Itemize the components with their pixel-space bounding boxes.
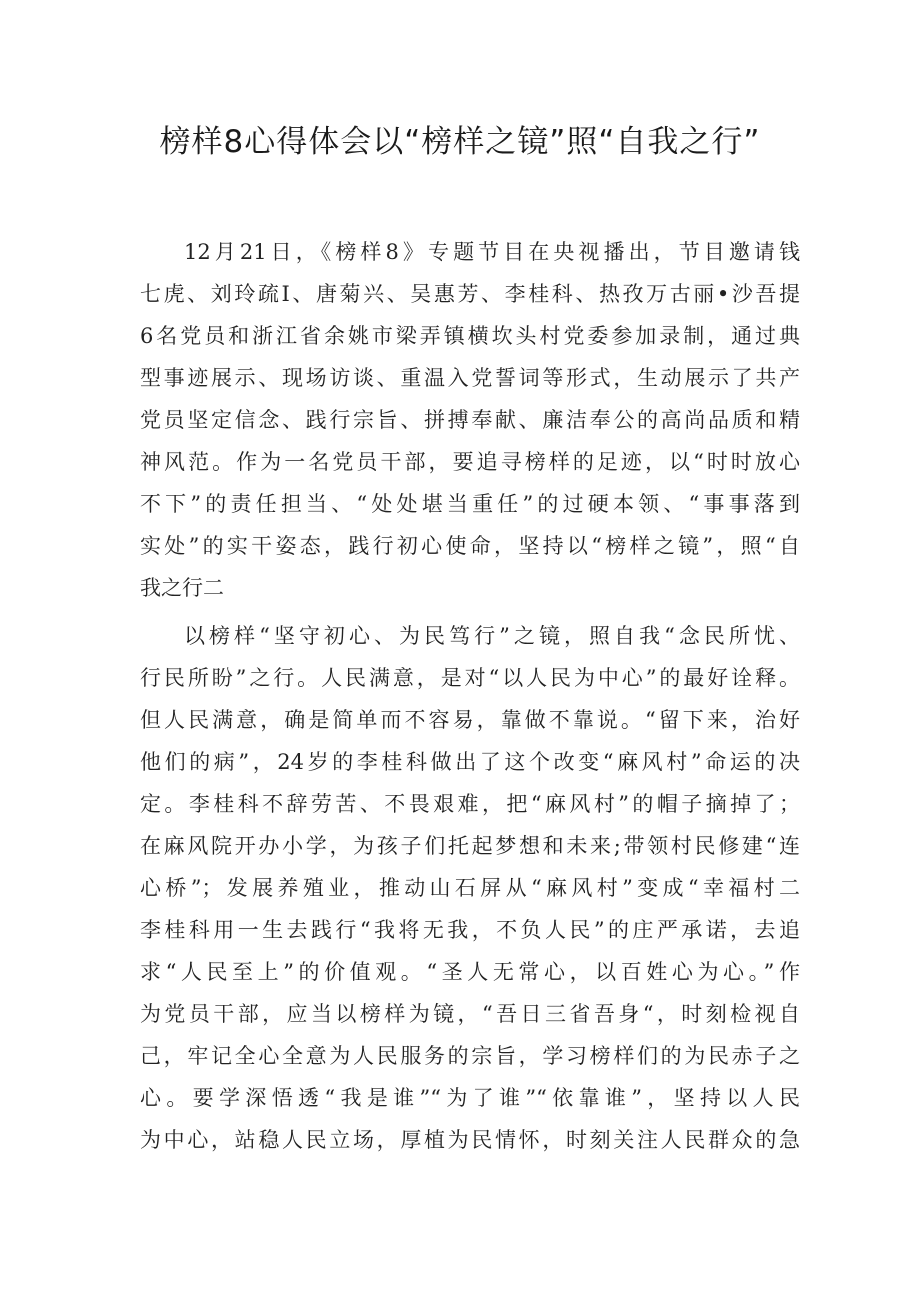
paragraph-line: 心。要学深悟透“我是谁”“为了谁”“依靠谁”，坚持以人民 [140,1086,800,1110]
paragraph-line: 为党员干部，应当以榜样为镜，“吾日三省吾身“，时刻检视自 [140,1002,800,1026]
paragraph-line: 求“人民至上”的价值观。“圣人无常心，以百姓心为心。”作 [140,960,800,984]
paragraph-line: 以榜样“坚守初心、为民笃行”之镜，照自我“念民所忧、 [184,624,800,648]
paragraph-line: 我之行二 [140,576,224,600]
paragraph-line: 不下”的责任担当、“处处堪当重任”的过硬本领、“事事落到 [140,492,800,516]
paragraph-line: 行民所盼”之行。人民满意，是对“以人民为中心”的最好诠释。 [140,666,800,690]
paragraph-line: 李桂科用一生去践行“我将无我，不负人民”的庄严承诺，去追 [140,918,800,942]
paragraph-line: 但人民满意，确是简单而不容易，靠做不靠说。“留下来，治好 [140,708,800,732]
paragraph-line: 党员坚定信念、践行宗旨、拼搏奉献、廉洁奉公的高尚品质和精 [140,408,800,432]
document-title: 榜样8心得体会以“榜样之镜”照“自我之行” [159,124,761,160]
paragraph-line: 实处”的实干姿态，践行初心使命，坚持以“榜样之镜”，照“自 [140,534,800,558]
paragraph-line: 在麻风院开办小学，为孩子们托起梦想和未来;带领村民修建“连 [140,834,800,858]
paragraph-line: 6名党员和浙江省余姚市梁弄镇横坎头村党委参加录制，通过典 [140,324,800,348]
paragraph-1 [140,231,800,609]
paragraph-line: 神风范。作为一名党员干部，要追寻榜样的足迹，以“时时放心 [140,450,800,474]
paragraph-line: 心桥”；发展养殖业，推动山石屏从“麻风村”变成“幸福村二 [140,876,800,900]
paragraph-line: 定。李桂科不辞劳苦、不畏艰难，把“麻风村”的帽子摘掉了； [140,792,800,816]
paragraph-2 [140,615,800,1161]
paragraph-line: 为中心，站稳人民立场，厚植为民情怀，时刻关注人民群众的急 [140,1128,800,1152]
paragraph-line: 己，牢记全心全意为人民服务的宗旨，学习榜样们的为民赤子之 [140,1044,800,1068]
paragraph-line: 型事迹展示、现场访谈、重温入党誓词等形式，生动展示了共产 [140,366,800,390]
paragraph-line: 他们的病”，24岁的李桂科做出了这个改变“麻风村”命运的决 [140,750,800,774]
paragraph-line: 12月21日，《榜样8》专题节目在央视播出，节目邀请钱 [184,240,800,264]
paragraph-line: 七虎、刘玲疏I、唐菊兴、吴惠芳、李桂科、热孜万古丽•沙吾提 [140,282,800,306]
